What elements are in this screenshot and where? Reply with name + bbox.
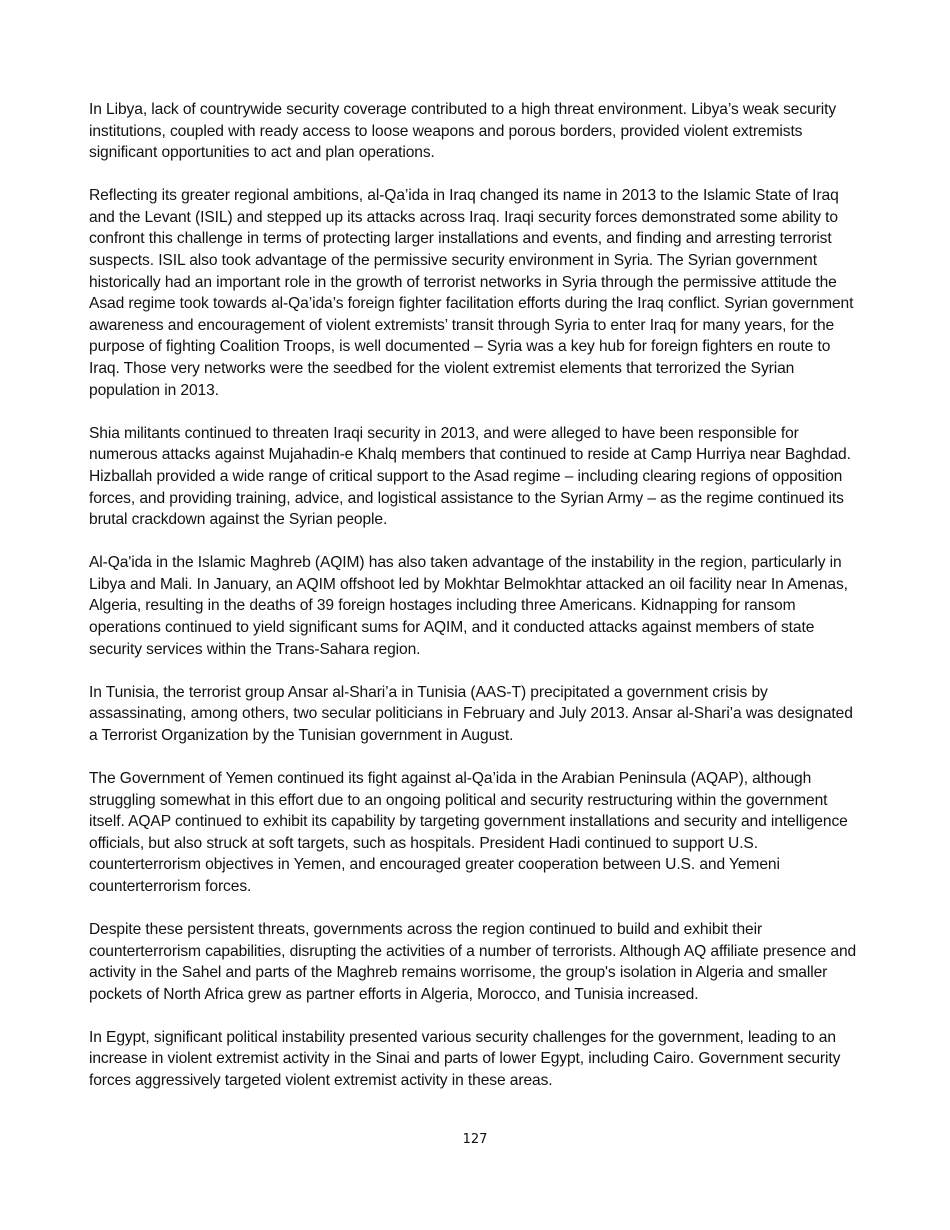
paragraph-libya: In Libya, lack of countrywide security coverage contributed to a high threat environment. Libya’s weak security institutions, coupled with ready access to loose weapons and porous borders, provided violent extremists significant opportunities to act and plan operations. [89,101,837,162]
paragraph-tunisia: In Tunisia, the terrorist group Ansar al-Shari’a in Tunisia (AAS-T) precipitated a government crisis by assassinating, among others, two secular politicians in February and July 2013. Ansar al-Shari’a was designated a Terrorist Organization by the Tunisian government in August. [89,683,853,744]
paragraph-yemen: The Government of Yemen continued its fight against al-Qa’ida in the Arabian Peninsula (AQAP), although struggling somewhat in this effort due to an ongoing political and security restructuring within the government itself. AQAP continued to exhibit its capability by targeting government installations and security and intelligence officials, but also struck at soft targets, such as hospitals. President Hadi continued to support U.S. counterterrorism objectives in Yemen, and encouraged greater cooperation between U.S. and Yemeni counterterrorism forces. [89,769,848,895]
paragraph-iraq-isil: Reflecting its greater regional ambitions, al-Qa’ida in Iraq changed its name in 2013 to the Islamic State of Iraq and the Levant (ISIL) and stepped up its attacks across Iraq. Iraqi security forces demonstrated some ability to confront this challenge in terms of protecting larger installations and events, and finding and arresting terrorist suspects. ISIL also took advantage of the permissive security environment in Syria. The Syrian government historically had an important role in the growth of terrorist networks in Syria through the permissive attitude the Asad regime took towards al-Qa’ida’s foreign fighter facilitation efforts during the Iraq conflict. Syrian government awareness and encouragement of violent extremists’ transit through Syria to enter Iraq for many years, for the purpose of fighting Coalition Troops, is well documented – Syria was a key hub for foreign fighters en route to Iraq. Those very networks were the seedbed for the violent extremist elements that terrorized the Syrian population in 2013. [89,187,854,399]
paragraph-egypt: In Egypt, significant political instability presented various security challenges for the government, leading to an increase in violent extremist activity in the Sinai and parts of lower Egypt, including Cairo. Government security forces aggressively targeted violent extremist activity in these areas. [89,1028,841,1090]
paragraph-shia-militants: Shia militants continued to threaten Iraqi security in 2013, and were alleged to have been responsible for numerous attacks against Mujahadin-e Khalq members that continued to reside at Camp Hurriya near Baghdad. Hizballah provided a wide range of critical support to the Asad regime – including clearing regions of opposition forces, and providing training, advice, and logistical assistance to the Syrian Army – as the regime continued its brutal crackdown against the Syrian people. [89,424,851,529]
document-body [89,99,864,1113]
paragraph-aqim: Al-Qa'ida in the Islamic Maghreb (AQIM) has also taken advantage of the instability in the region, particularly in Libya and Mali. In January, an AQIM offshoot led by Mokhtar Belmokhtar attacked an oil facility near In Amenas, Algeria, resulting in the deaths of 39 foreign hostages including three Americans. Kidnapping for ransom operations continued to yield significant sums for AQIM, and it conducted attacks against members of state security services within the Trans-Sahara region. [89,554,848,658]
paragraph-regional-capabilities: Despite these persistent threats, governments across the region continued to build and exhibit their counterterrorism capabilities, disrupting the activities of a number of terrorists. Although AQ affiliate presence and activity in the Sahel and parts of the Maghreb remains worrisome, the group's isolation in Algeria and smaller pockets of North Africa grew as partner efforts in Algeria, Morocco, and Tunisia increased. [89,921,857,1003]
page-number: 127 [462,1132,488,1147]
